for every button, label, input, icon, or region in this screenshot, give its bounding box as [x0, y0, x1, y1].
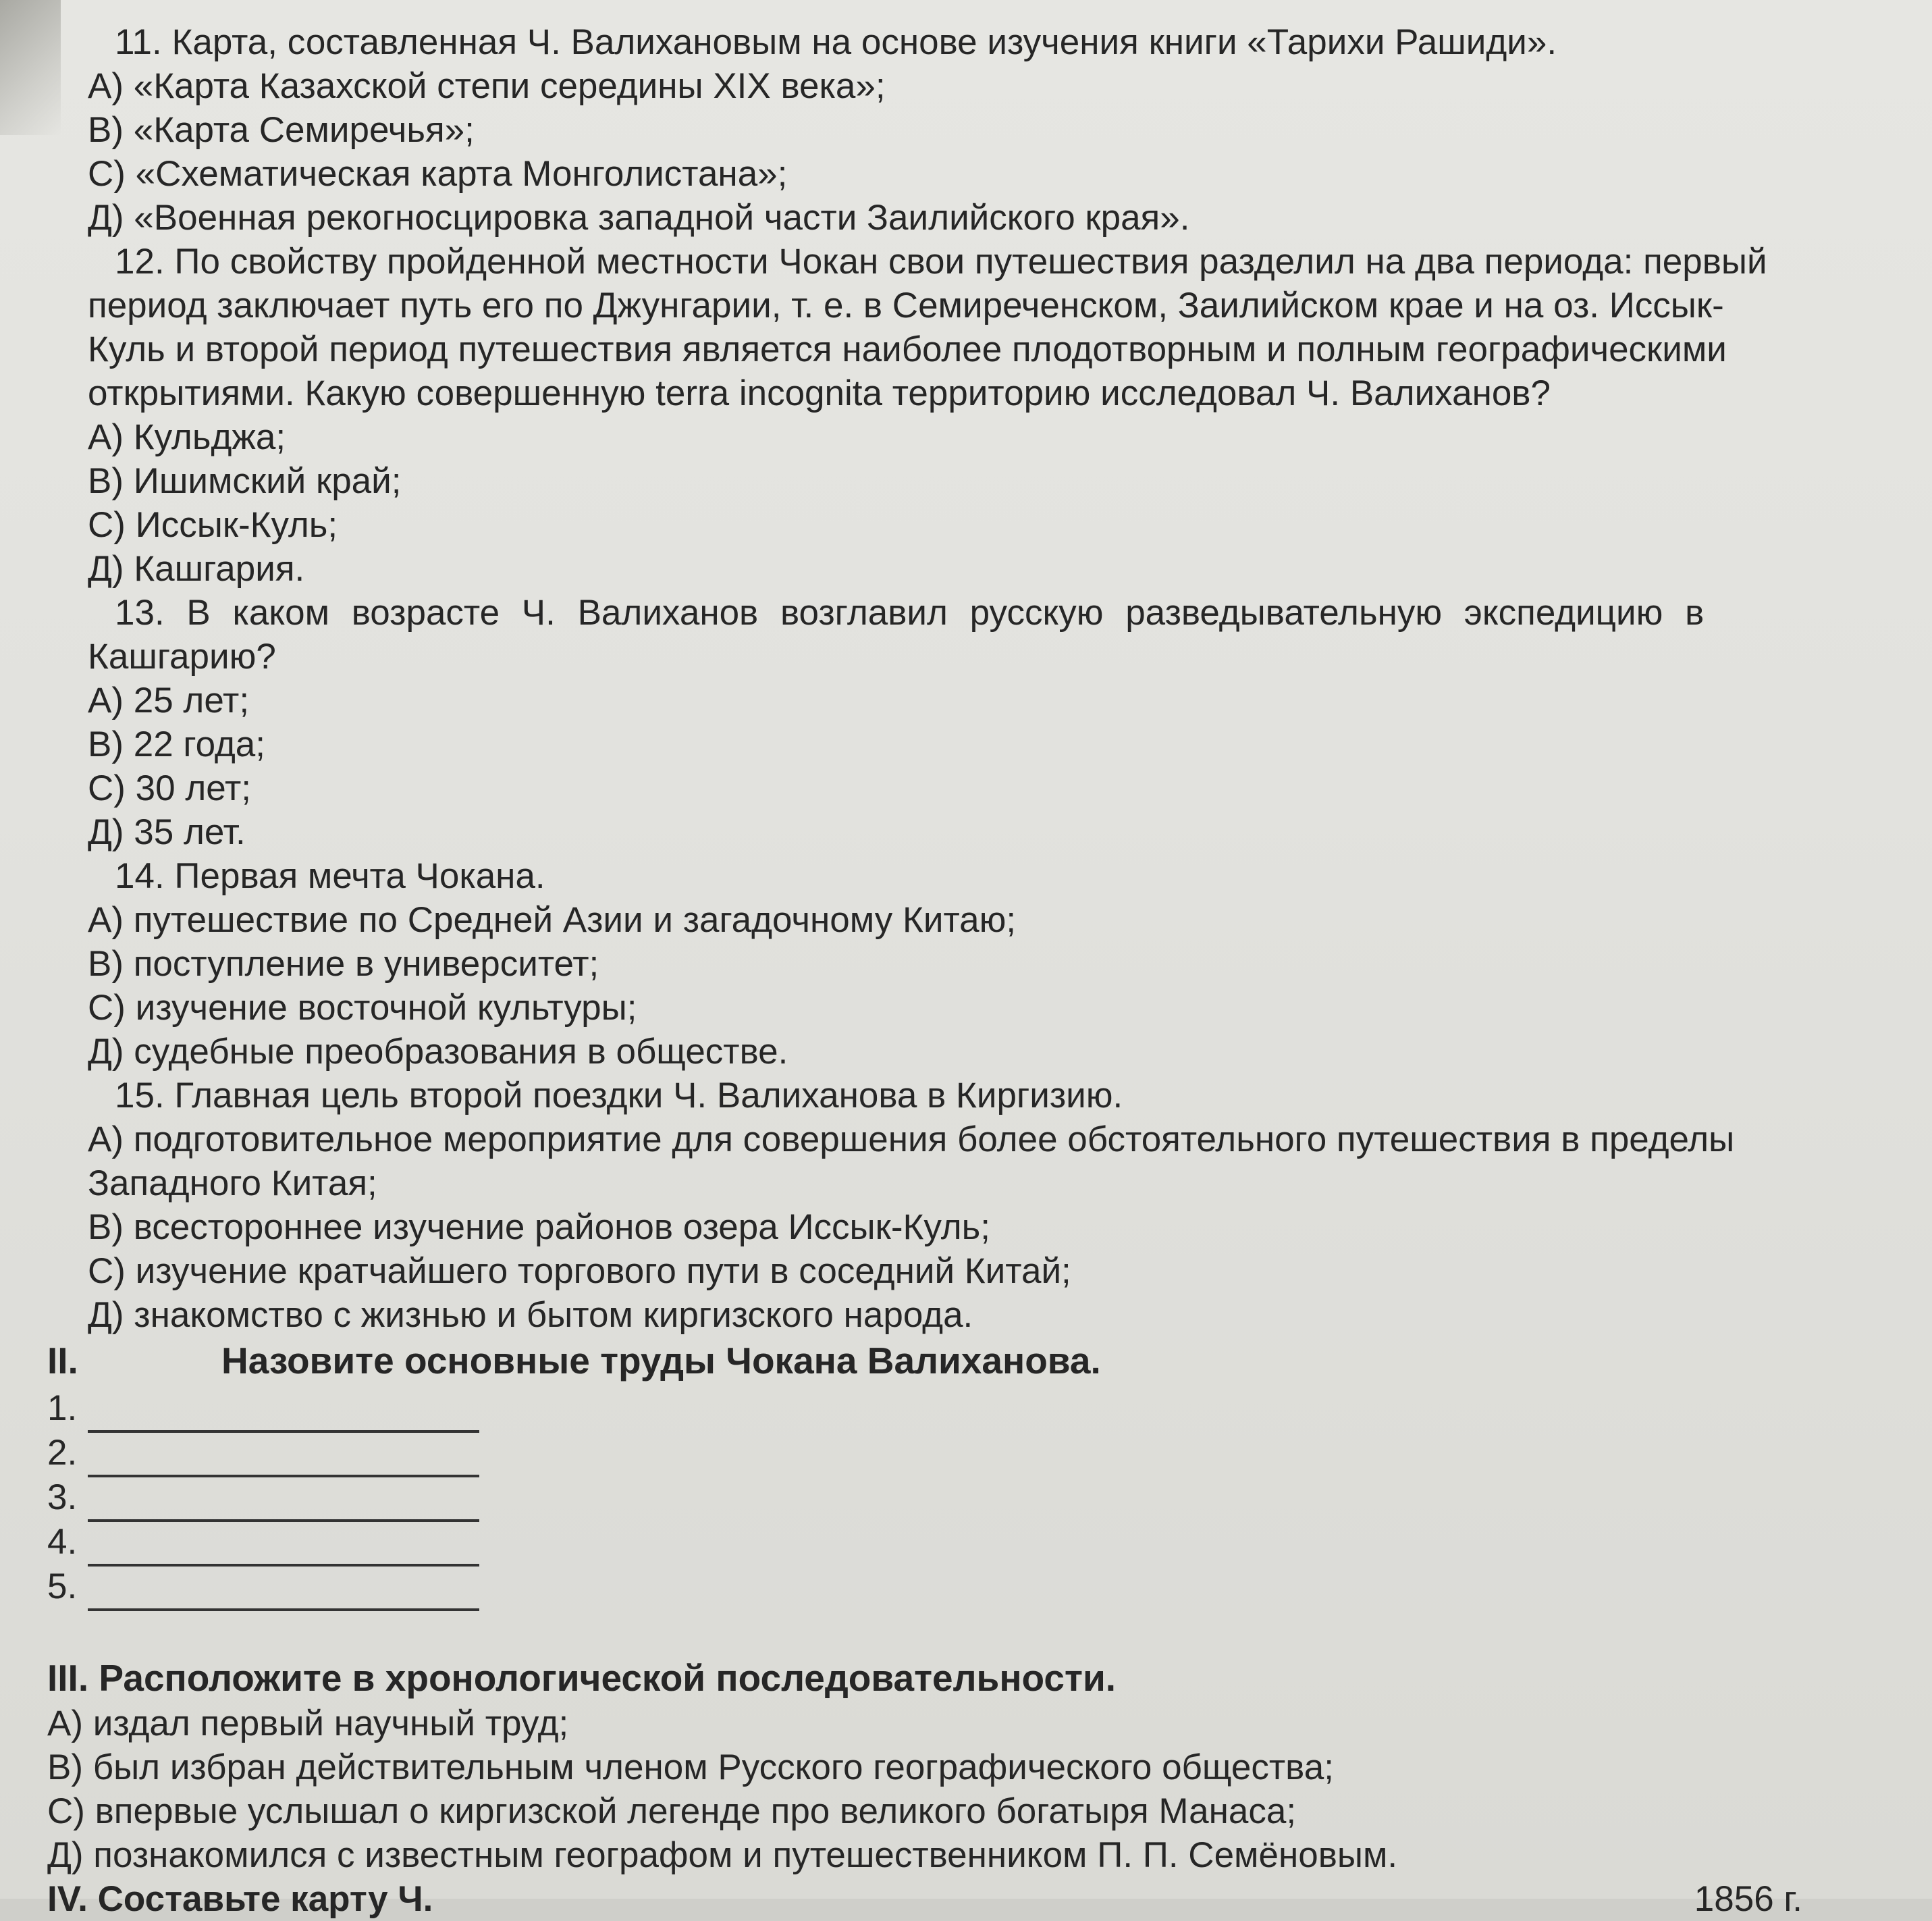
- question-title-continuation: Куль и второй период путешествия является наиболее плодотворным и полным географическими: [88, 330, 1727, 369]
- question-12: [47, 240, 1836, 591]
- answer-option: Д) «Военная рекогносцировка западной части Заилийского края».: [88, 198, 1190, 238]
- answer-option: Д) 35 лет.: [88, 812, 246, 852]
- question-title: 13. В каком возрасте Ч. Валиханов возглавил русскую разведывательную экспедицию в: [115, 593, 1705, 633]
- section-4-heading-partial: IV. Составьте карту Ч.: [47, 1879, 433, 1919]
- blank-row: [47, 1518, 1836, 1562]
- question-14: [47, 854, 1836, 1074]
- answer-option-continuation: Западного Китая;: [88, 1163, 377, 1203]
- blank-row: [47, 1384, 1836, 1429]
- blank-row: [47, 1562, 1836, 1607]
- answer-option: В) «Карта Семиречья»;: [88, 110, 475, 150]
- answer-blank[interactable]: [88, 1448, 479, 1477]
- document-content: [47, 20, 1836, 1919]
- answer-option: А) Кульджа;: [88, 417, 286, 457]
- section-2: [47, 1337, 1836, 1607]
- answer-option: В) поступление в университет;: [88, 944, 599, 984]
- section-2-heading: [47, 1337, 1836, 1384]
- blank-number: 4.: [47, 1522, 78, 1562]
- blank-row: [47, 1473, 1836, 1518]
- blank-number: 3.: [47, 1477, 78, 1517]
- blank-number: 2.: [47, 1433, 78, 1473]
- answer-option: В) Ишимский край;: [88, 461, 402, 501]
- answer-option: А) подготовительное мероприятие для совершения более обстоятельного путешествия в пределы: [88, 1120, 1735, 1159]
- section-4-cut-off: [47, 1877, 1802, 1919]
- question-title-continuation: Кашгарию?: [88, 637, 276, 677]
- question-title-continuation: период заключает путь его по Джунгарии, т. е. в Семиреченском, Заилийском крае и на оз. Иссык-: [88, 286, 1724, 325]
- answer-option: С) «Схематическая карта Монголистана»;: [88, 154, 788, 194]
- answer-option: С) впервые услышал о киргизской легенде про великого богатыря Манаса;: [47, 1791, 1297, 1831]
- blank-number: 5.: [47, 1567, 78, 1606]
- answer-option: А) «Карта Казахской степи середины XIX века»;: [88, 66, 886, 106]
- answer-option: С) 30 лет;: [88, 768, 251, 808]
- answer-option: А) издал первый научный труд;: [47, 1704, 569, 1743]
- section-3: [47, 1654, 1836, 1877]
- question-11: [47, 20, 1836, 240]
- answer-option: В) был избран действительным членом Русского географического общества;: [47, 1747, 1334, 1787]
- answer-option: А) 25 лет;: [88, 681, 250, 720]
- question-title: 15. Главная цель второй поездки Ч. Валиханова в Киргизию.: [115, 1076, 1123, 1115]
- answer-option: В) всестороннее изучение районов озера Иссык-Куль;: [88, 1207, 990, 1247]
- answer-option: В) 22 года;: [88, 725, 266, 764]
- question-15: [47, 1074, 1836, 1337]
- blank-number: 1.: [47, 1388, 78, 1428]
- answer-blank[interactable]: [88, 1537, 479, 1567]
- section-4-year-partial: 1856 г.: [1694, 1879, 1802, 1919]
- answer-option: С) изучение кратчайшего торгового пути в соседний Китай;: [88, 1251, 1071, 1291]
- answer-option: Д) познакомился с известным географом и путешественником П. П. Семёновым.: [47, 1835, 1398, 1875]
- question-title-continuation: открытиями. Какую совершенную terra incognita территорию исследовал Ч. Валиханов?: [88, 373, 1551, 413]
- answer-option: А) путешествие по Средней Азии и загадочному Китаю;: [88, 900, 1017, 940]
- question-13: [47, 591, 1836, 854]
- answer-blank[interactable]: [88, 1403, 479, 1433]
- blank-row: [47, 1429, 1836, 1473]
- question-title: 11. Карта, составленная Ч. Валихановым на основе изучения книги «Тарихи Рашиди».: [115, 22, 1557, 62]
- question-title: 12. По свойству пройденной местности Чокан свои путешествия разделил на два периода: первый: [115, 242, 1767, 282]
- answer-option: С) Иссык-Куль;: [88, 505, 338, 545]
- question-title: 14. Первая мечта Чокана.: [115, 856, 545, 896]
- answer-option: Д) знакомство с жизнью и бытом киргизского народа.: [88, 1295, 973, 1335]
- section-number: II.: [47, 1340, 78, 1381]
- answer-option: Д) судебные преобразования в обществе.: [88, 1032, 788, 1072]
- section-title: Назовите основные труды Чокана Валиханова.: [221, 1340, 1101, 1381]
- answer-blank[interactable]: [88, 1492, 479, 1522]
- blank-list: [47, 1384, 1836, 1607]
- answer-option: С) изучение восточной культуры;: [88, 988, 637, 1028]
- section-3-heading: III. Расположите в хронологической последовательности.: [47, 1657, 1117, 1699]
- answer-option: Д) Кашгария.: [88, 549, 305, 589]
- answer-blank[interactable]: [88, 1581, 479, 1611]
